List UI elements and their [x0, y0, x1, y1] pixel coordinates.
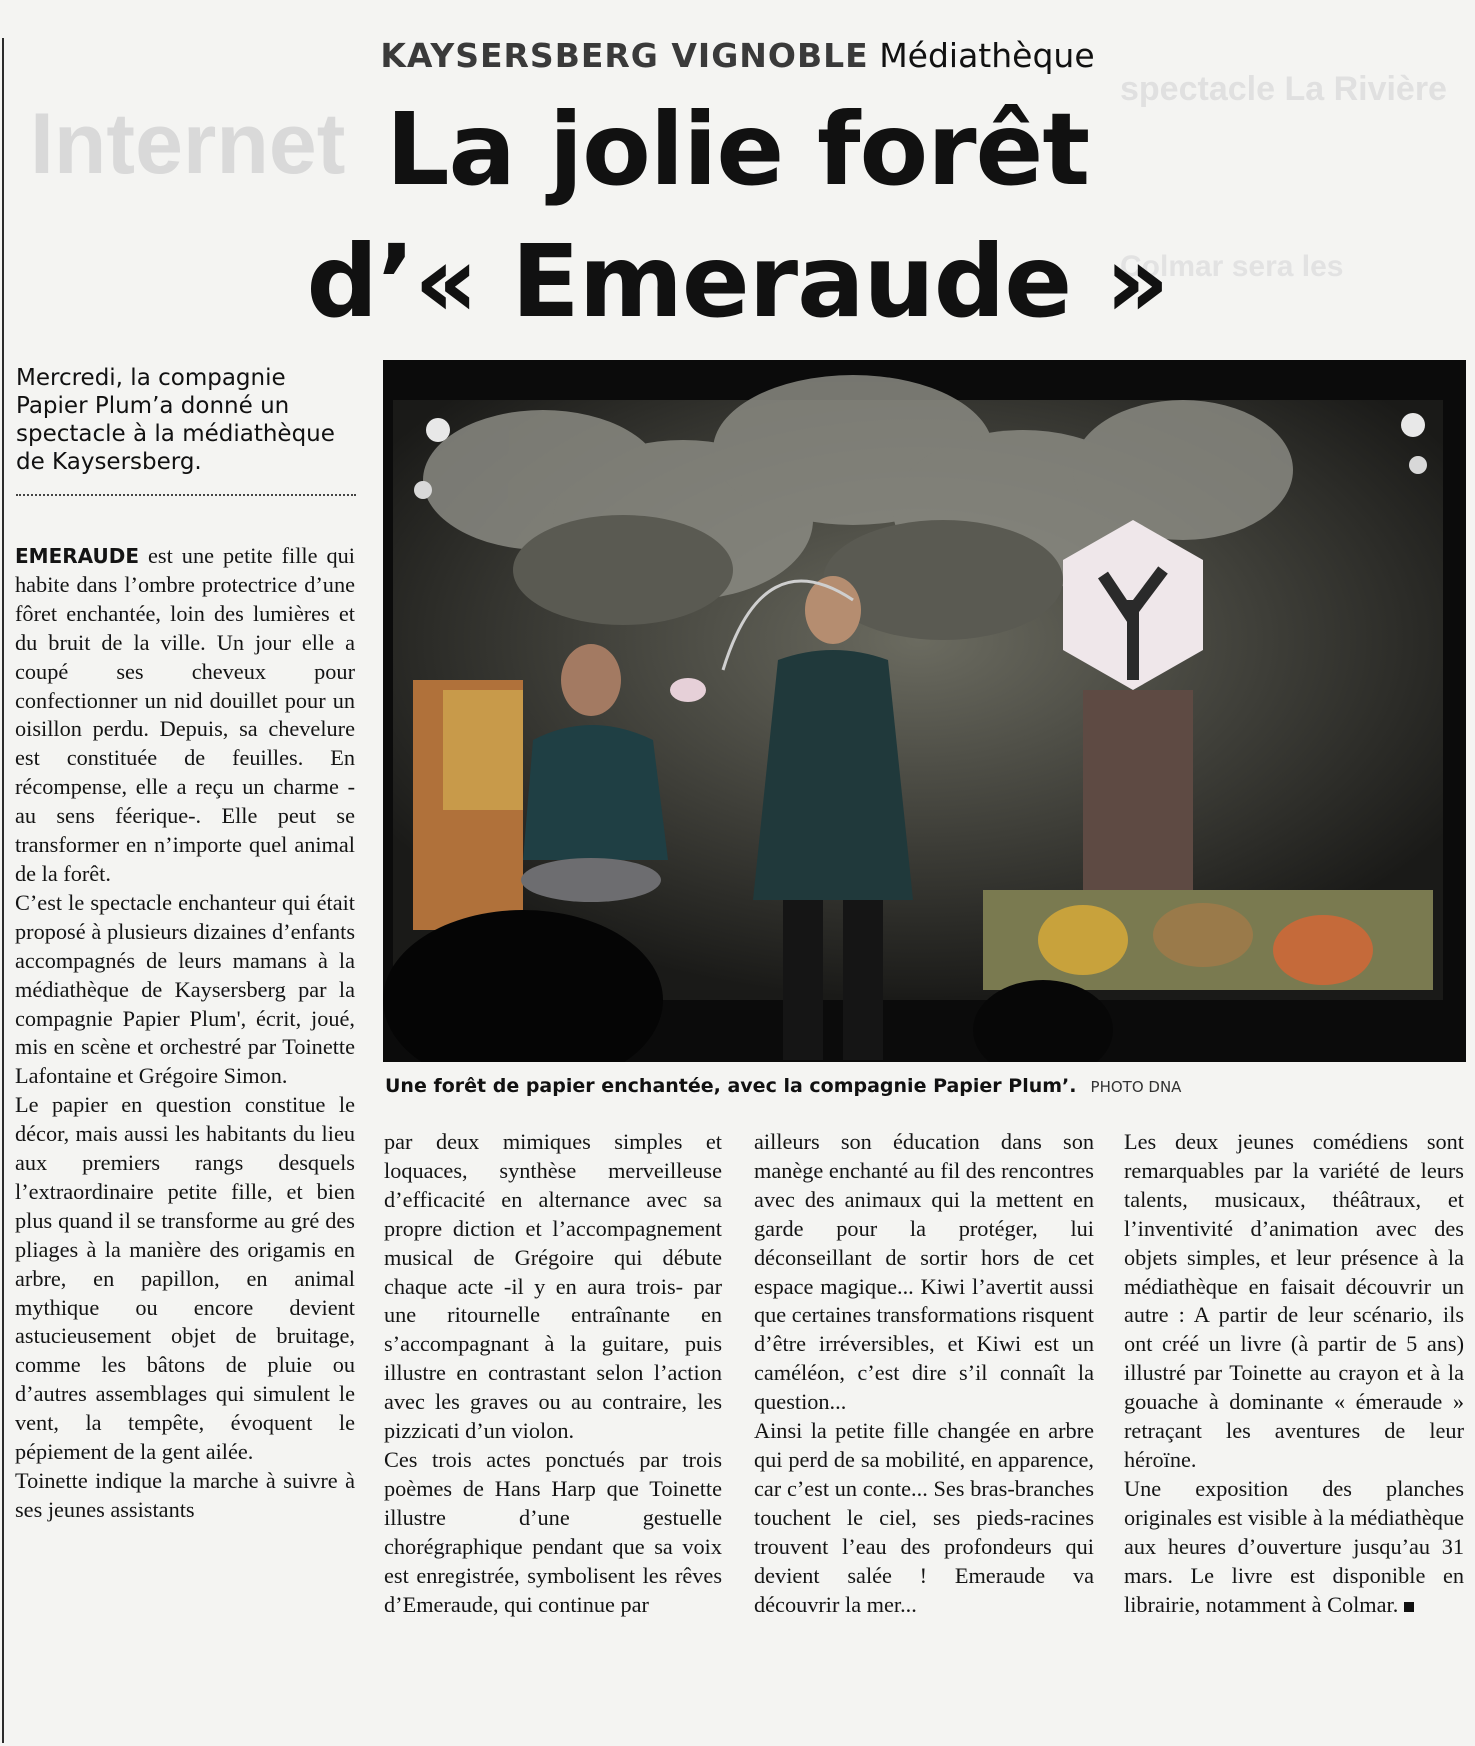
paragraph — [15, 542, 355, 889]
article-column-2 — [384, 1128, 722, 1619]
kicker-rubric: Médiathèque — [879, 36, 1095, 75]
paragraph: Toinette indique la marche à suivre à ses jeunes assistants — [15, 1468, 355, 1522]
paragraph: ailleurs son éducation dans son manège enchanté au fil des rencontres avec des animaux qui la mettent en garde pour la protéger, lui déconseillant de sortir hors de cet espace magique... Kiwi l’avertit aussi que certaines transformations risquent d’être irréversibles, et Kiwi est un caméléon, c’est dire s’il connaît la question... — [754, 1129, 1094, 1415]
headline-line-2: d’« Emeraude » — [306, 223, 1169, 340]
caption-text: Une forêt de papier enchantée, avec la compagnie Papier Plum’. — [385, 1075, 1077, 1097]
paragraph: C’est le spectacle enchanteur qui était proposé à plusieurs dizaines d’enfants accompagnés de leurs mamans à la médiathèque de Kaysersberg par la compagnie Papier Plum', écrit, joué, mis en scène et orchestré par Toinette Lafontaine et Grégoire Simon. — [15, 889, 355, 1089]
lead-word: EMERAUDE — [15, 544, 139, 568]
article-column-1 — [15, 542, 355, 1525]
article-column-3 — [754, 1128, 1094, 1619]
stage-photo — [383, 360, 1466, 1062]
photo-caption — [385, 1073, 1465, 1100]
standfirst: Mercredi, la compagnie Papier Plum’a donné un spectacle à la médiathèque de Kaysersberg. — [16, 365, 335, 475]
bleed-through-text: spectacle La Rivière — [1120, 70, 1447, 108]
paragraph — [1124, 1475, 1464, 1620]
article-column-4 — [1124, 1128, 1464, 1619]
bleed-through-text: Colmar sera les — [1120, 250, 1344, 283]
paragraph: Les deux jeunes comédiens sont remarquables par la variété de leurs talents, musicaux, théâtraux, et l’inventivité d’animation avec des objets simples, et leur présence à la médiathèque en faisait découvrir un autre : A partir de leur scénario, ils ont créé un livre (à partir de 5 ans) illustré par Toinette au crayon et à la gouache à dominante « émeraude » retraçant les aventures de leur héroïne. — [1124, 1129, 1464, 1472]
paragraph: Le papier en question constitue le décor, mais aussi les habitants du lieu aux premiers rangs desquels l’extraordinaire petite fille, et bien plus quand il se transforme au gré des pliages à la manière des origamis en arbre, en papillon, en animal mythique ou encore devient astucieusement objet de bruitage, comme les bâtons de pluie ou d’autres assemblages qui simulent le vent, la tempête, évoquent le pépiement de la gent ailée. — [15, 1092, 355, 1465]
paragraph: Ainsi la petite fille changée en arbre qui perd de sa mobilité, en apparence, car c’est un conte... Ses bras-branches touchent le ciel, ses pieds-racines trouvent l’eau des profondeurs qui devient salée ! Emeraude va découvrir la mer... — [754, 1418, 1094, 1617]
article-kicker — [0, 34, 1475, 78]
paragraph-text: est une petite fille qui habite dans l’ombre protectrice d’une fôret enchantée, loin des lumières et du bruit de la ville. Un jour elle a coupé ses cheveux pour confectionner un nid douillet pour un oisillon perdu. Depuis, sa chevelure est constituée de feuilles. En récompense, elle a reçu un charme -au sens féerique-. Elle peut se transformer en n’importe quel animal de la forêt. — [15, 543, 355, 886]
paragraph: Ces trois actes ponctués par trois poèmes de Hans Harp que Toinette illustre d’une gestuelle chorégraphique pendant que sa voix est enregistrée, symbolisent les rêves d’Emeraude, qui continue par — [384, 1446, 722, 1617]
bleed-through-text: Internet — [30, 96, 346, 192]
photo-credit: PHOTO DNA — [1090, 1078, 1182, 1096]
headline-line-1: La jolie forêt — [385, 91, 1090, 208]
end-of-article-mark — [1404, 1602, 1414, 1612]
dotted-divider — [16, 494, 356, 496]
stage-photo-image — [383, 360, 1466, 1062]
paragraph: par deux mimiques simples et loquaces, synthèse merveilleuse d’efficacité en alternance avec sa propre diction et l’accompagnement musical de Grégoire qui débute chaque acte -il y en aura trois- par une ritournelle entraînante en s’accompagnant à la guitare, puis illustre en contrastant selon l’action avec les graves ou au contraire, les pizzicati d’un violon. — [384, 1129, 722, 1444]
kicker-place: KAYSERSBERG VIGNOBLE — [380, 36, 869, 75]
paragraph-text: Une exposition des planches originales est visible à la médiathèque aux heures d’ouverture jusqu’au 31 mars. Le livre est disponible en librairie, notamment à Colmar. — [1124, 1475, 1464, 1617]
